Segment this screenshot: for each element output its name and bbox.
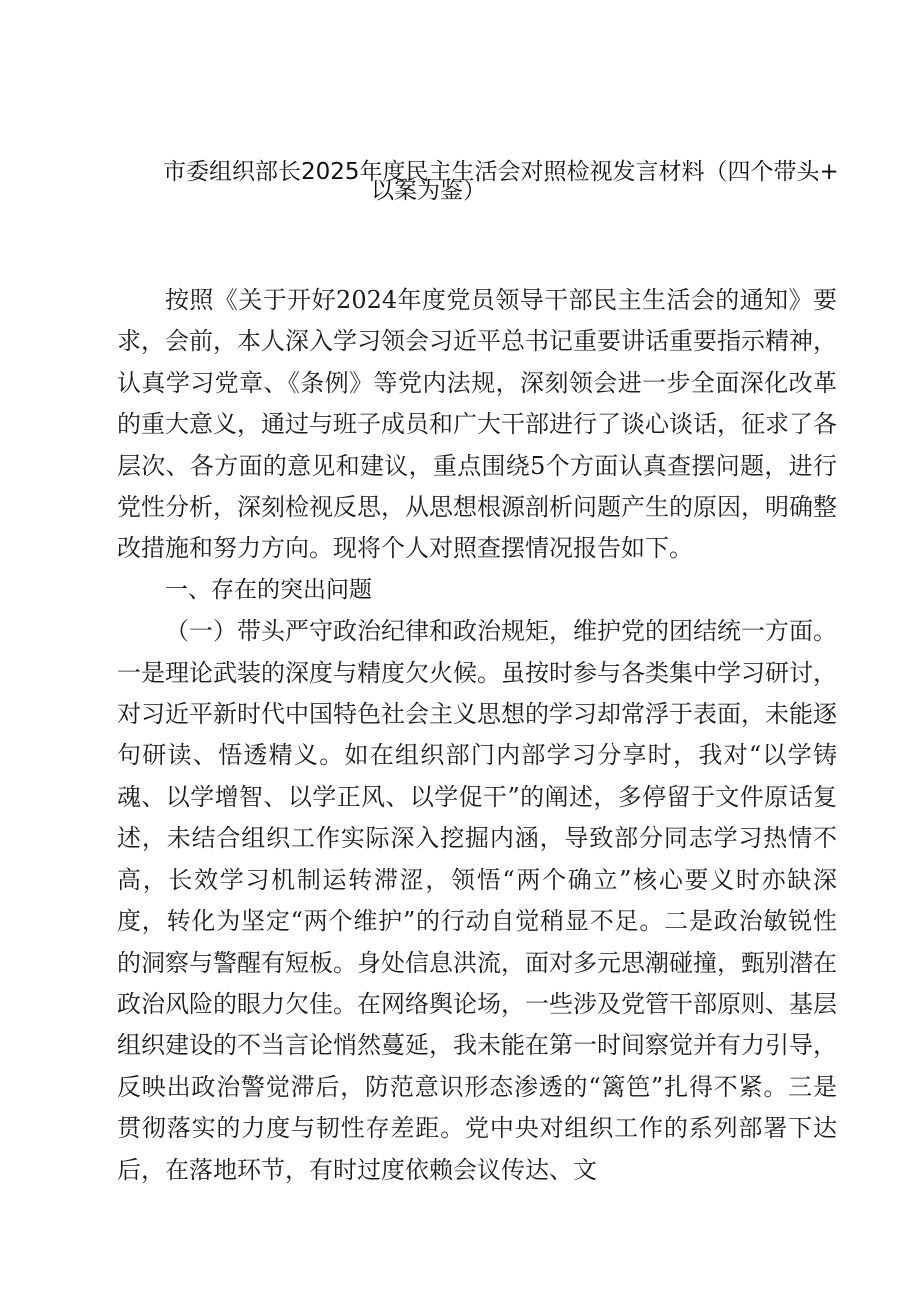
- intro-paragraph: 按照《关于开好2024年度党员领导干部民主生活会的通知》要求，会前，本人深入学习领会习近平总书记重要讲话重要指示精神，认真学习党章、《条例》等党内法规，深刻领会进一步全面深化改革的重大意义，通过与班子成员和广大干部进行了谈心谈话，征求了各层次、各方面的意见和建议，重点围绕5个方面认真查摆问题，进行党性分析，深刻检视反思，从思想根源剖析问题产生的原因，明确整改措施和努力方向。现将个人对照查摆情况报告如下。: [117, 286, 837, 563]
- document-title-line1: 市委组织部长2025年度民主生活会对照检视发言材料（四个带头+: [163, 159, 839, 185]
- section-heading: 一、存在的突出问题: [165, 576, 372, 603]
- section-paragraph: （一）带头严守政治纪律和政治规矩，维护党的团结统一方面。一是理论武装的深度与精度欠火候。虽按时参与各类集中学习研讨，对习近平新时代中国特色社会主义思想的学习却常浮于表面，未能逐句研读、悟透精义。如在组织部门内部学习分享时，我对“以学铸魂、以学增智、以学正风、以学促干”的阐述，多停留于文件原话复述，未结合组织工作实际深入挖掘内涵，导致部分同志学习热情不高，长效学习机制运转滞涩，领悟“两个确立”核心要义时亦缺深度，转化为坚定“两个维护”的行动自觉稍显不足。二是政治敏锐性的洞察与警醒有短板。身处信息洪流，面对多元思潮碰撞，甄别潜在政治风险的眼力欠佳。在网络舆论场，一些涉及党管干部原则、基层组织建设的不当言论悄然蔓延，我未能在第一时间察觉并有力引导，反映出政治警觉滞后，防范意识形态渗透的“篱笆”扎得不紧。三是贯彻落实的力度与韧性存差距。党中央对组织工作的系列部署下达后，在落地环节，有时过度依赖会议传达、文: [117, 617, 837, 1184]
- document-body: [117, 280, 837, 1191]
- document-title-line2: 以案为鉴）: [371, 178, 486, 204]
